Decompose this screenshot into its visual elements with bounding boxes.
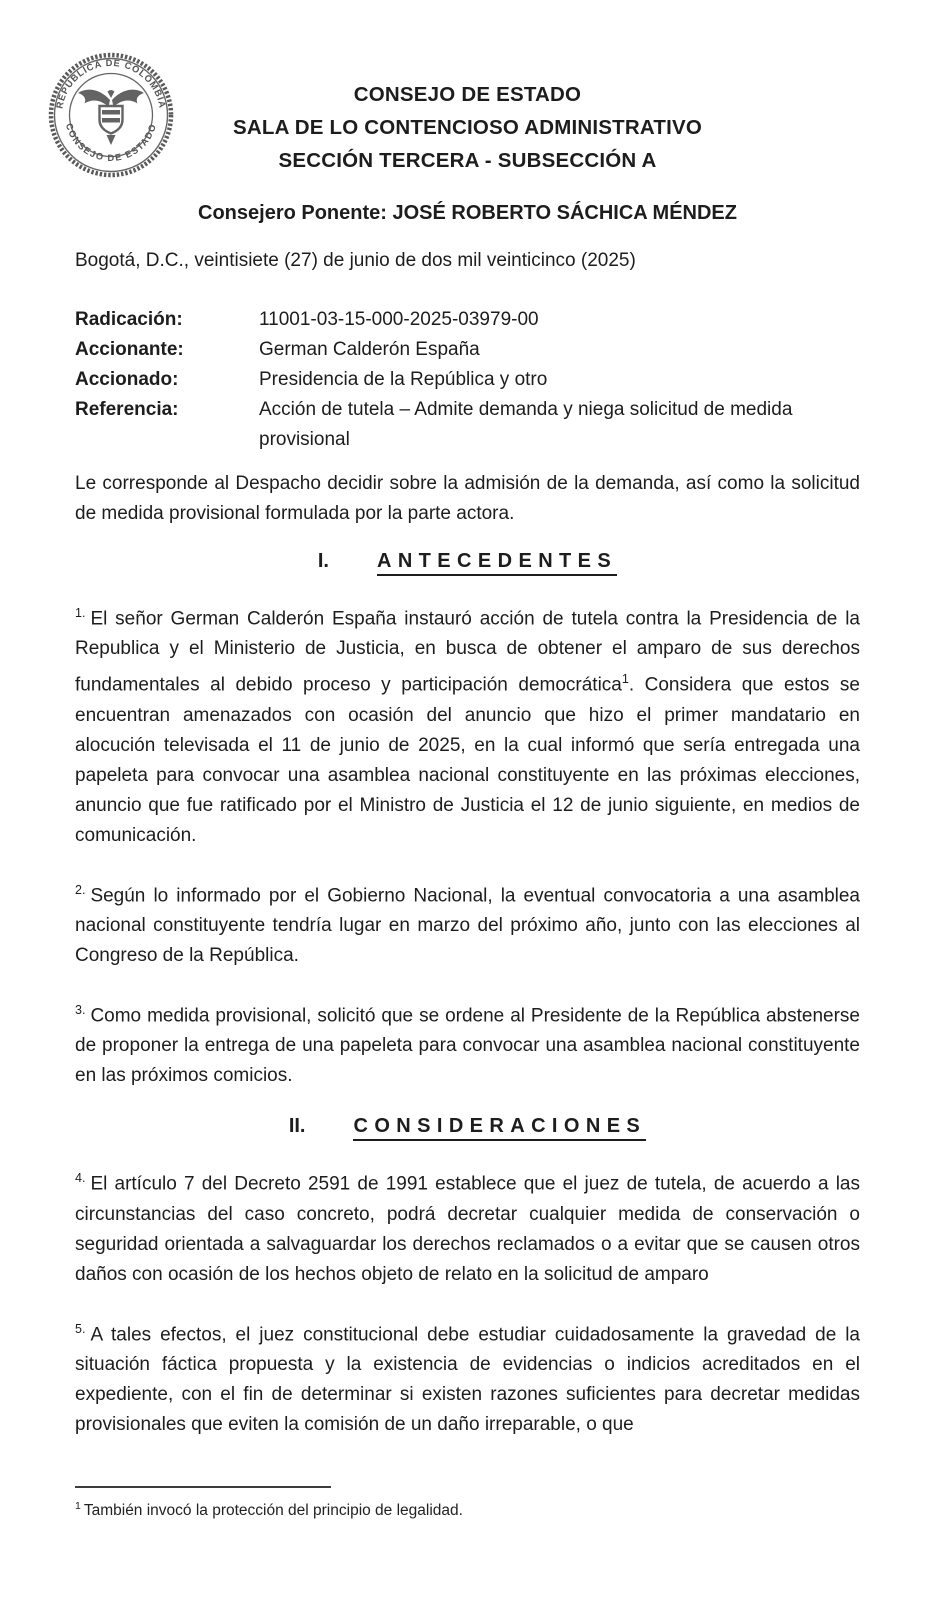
case-value: German Calderón España [259,339,480,360]
section-title: ANTECEDENTES [377,550,617,576]
case-row-accionante [75,335,860,365]
paragraph-text: El señor German Calderón España instauró acción de tutela contra la Presidencia de la Republica y el Ministerio de Justicia, en busca de obtener el amparo de sus derechos fundamentales al debido proceso y participación democrática [75,608,860,696]
paragraph-text: A tales efectos, el juez constitucional debe estudiar cuidadosamente la gravedad de la situación fáctica propuesta y la existencia de evidencias o indicios acreditados en el expediente, con el fin de determinar si existen razones suficientes para decretar medidas provisionales que eviten la comisión de un daño irreparable, o que [75,1323,860,1435]
court-chamber: SALA DE LO CONTENCIOSO ADMINISTRATIVO [232,116,703,139]
case-label: Accionante: [75,339,184,360]
paragraph-text: Según lo informado por el Gobierno Nacional, la eventual convocatoria a una asamblea nacional constituyente tendría lugar en marzo del próximo año, junto con las elecciones al Congreso de la República. [75,884,860,966]
footnote-content: También invocó la protección del principio de legalidad. [83,1502,463,1520]
court-name: CONSEJO DE ESTADO [353,83,582,106]
paragraph-number: 1. [75,606,86,620]
paragraph-number: 3. [75,1002,86,1017]
paragraph-number: 2. [75,882,86,897]
footnote-reference: 1 [621,672,629,687]
seal-svg [48,52,174,178]
footnote-divider [75,1486,331,1488]
section-numeral: II. [288,1115,306,1138]
case-label: Radicación: [75,309,183,330]
paragraph-number: 4. [75,1171,86,1186]
paragraph-3 [75,995,860,1091]
paragraph-text: . Considera que estos se encuentran amenazados con ocasión del anuncio que hizo el primer mandatario en alocución televisada el 11 de junio de 2025, en la cual informó que sería entregada una papeleta para convocar una asamblea nacional constituyente en las próximas elecciones, anuncio que fue ratificado por el Ministro de Justicia el 12 de junio siguiente, en medios de comunicación. [75,674,860,846]
seal-top-text: REPUBLICA DE COLOMBIA [54,57,168,110]
condor-emblem-icon [78,90,144,145]
dateline: Bogotá, D.C., veintisiete (27) de junio de dos mil veinticinco (2025) [75,250,636,271]
paragraph-5 [75,1314,860,1440]
section-heading-antecedentes [75,550,860,576]
paragraph-text: Como medida provisional, solicitó que se ordene al Presidente de la República abstenerse de proponer la entrega de una papeleta para convocar una asamblea nacional constituyente en las próximos comicios. [75,1005,860,1087]
intro-paragraph: Le corresponde al Despacho decidir sobre la admisión de la demanda, así como la solicitud de medida provisional formulada por la parte actora. [75,473,860,524]
footnote-text [75,1497,785,1520]
consejero-ponente-line: Consejero Ponente: JOSÉ ROBERTO SÁCHICA MÉNDEZ [198,202,737,224]
case-row-referencia [75,395,860,455]
paragraph-number: 5. [75,1321,86,1336]
case-row-radicacion [75,305,860,335]
section-heading-consideraciones [75,1115,860,1141]
footnote-block [75,1486,785,1520]
consejo-de-estado-seal-icon [48,52,174,178]
paragraph-1 [75,598,860,851]
section-title: CONSIDERACIONES [353,1115,646,1141]
case-label: Accionado: [75,369,179,390]
case-label: Referencia: [75,399,179,420]
footnote-number: 1 [75,1500,81,1512]
court-section: SECCIÓN TERCERA - SUBSECCIÓN A [278,149,657,172]
case-value: Presidencia de la República y otro [259,369,548,390]
paragraph-4 [75,1163,860,1289]
court-header [75,78,860,177]
paragraph-text: El artículo 7 del Decreto 2591 de 1991 establece que el juez de tutela, de acuerdo a las circunstancias del caso concreto, podrá decretar cualquier medida de conservación o seguridad orientada a salvaguardar los derechos reclamados o a evitar que se causen otros daños con ocasión de los hechos objeto de relato en la solicitud de amparo [75,1173,860,1285]
seal-bottom-text: CONSEJO DE ESTADO [63,121,159,164]
case-value: 11001-03-15-000-2025-03979-00 [259,309,539,330]
case-row-accionado [75,365,860,395]
section-numeral: I. [317,550,329,572]
case-info-table [75,305,860,455]
case-value: Acción de tutela – Admite demanda y niega solicitud de medida provisional [259,399,793,450]
paragraph-2 [75,875,860,971]
